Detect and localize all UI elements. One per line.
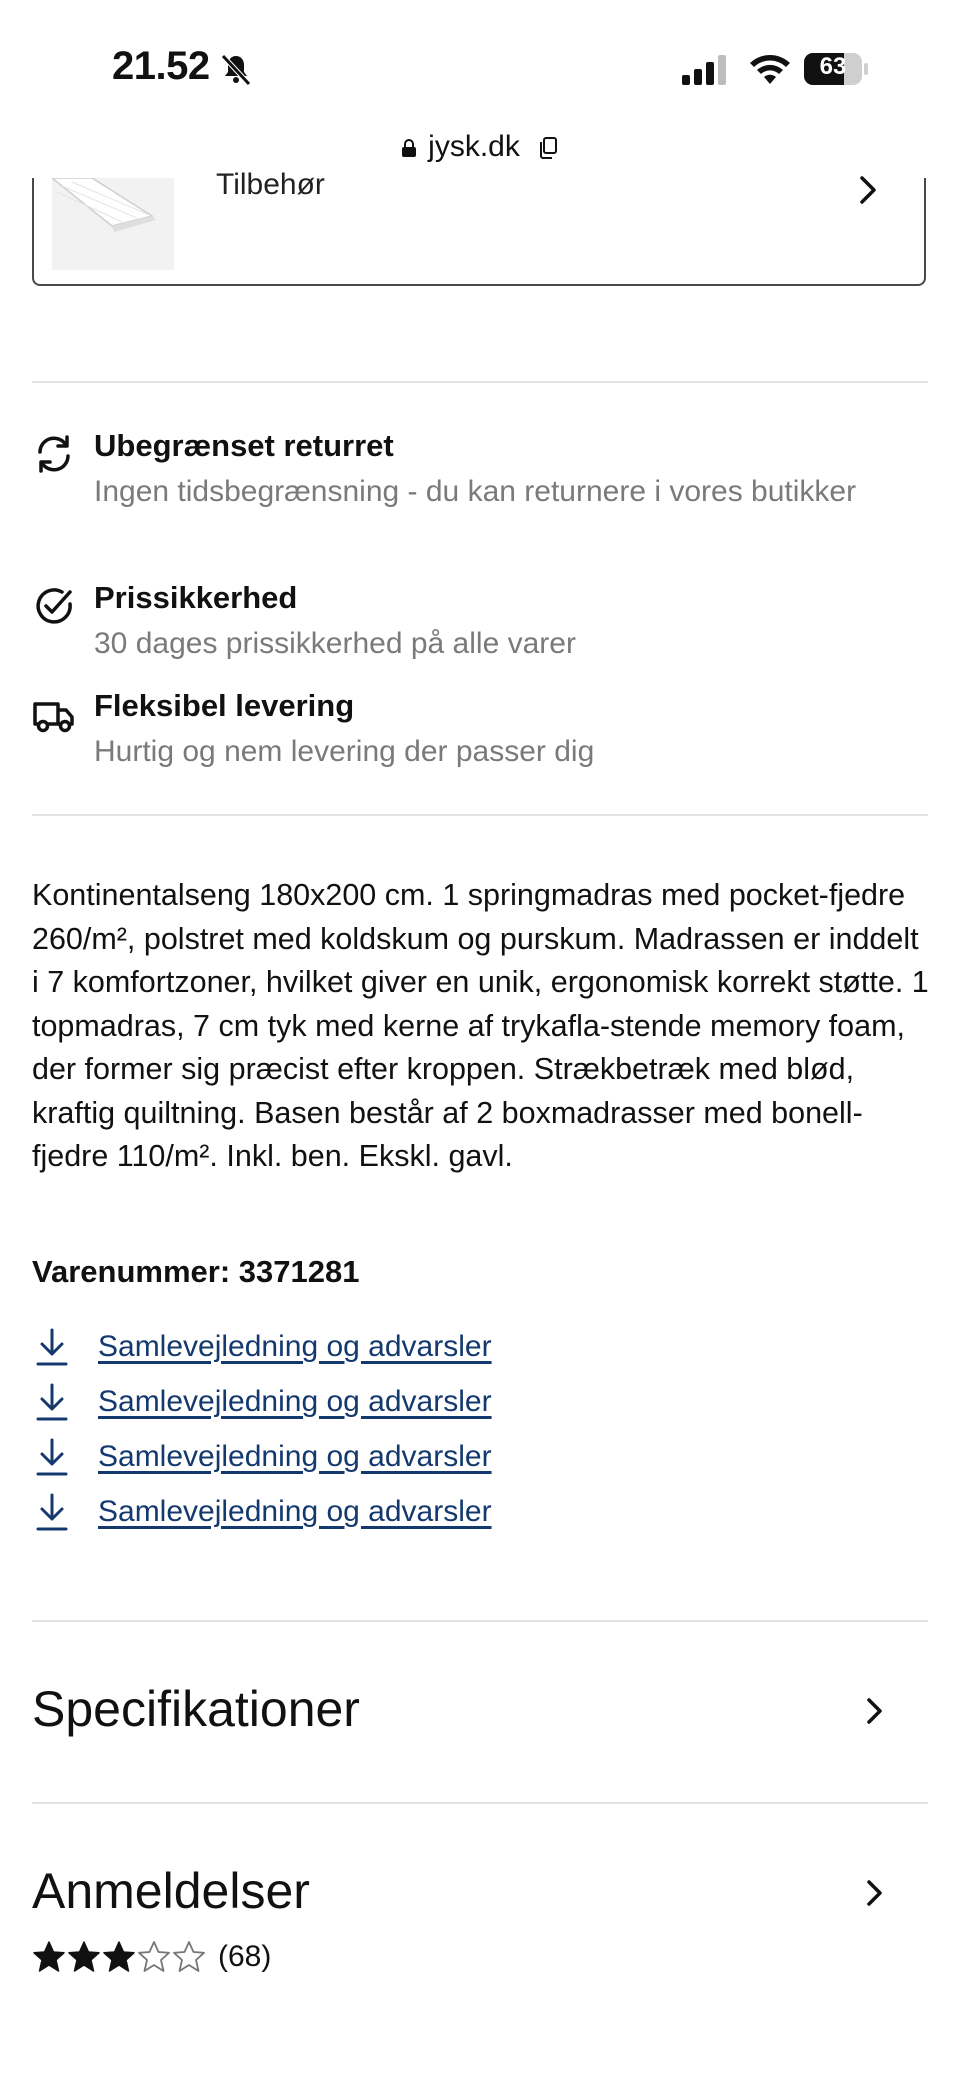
chevron-right-icon[interactable] [864, 1696, 886, 1726]
usp-title: Prissikkerhed [94, 580, 298, 615]
usp-text: 30 dages prissikkerhed på alle varer [94, 627, 576, 660]
star-rating [32, 1940, 207, 1976]
sku [32, 1254, 359, 1290]
download-icon [36, 1438, 68, 1478]
copy-icon[interactable] [538, 137, 558, 159]
chevron-right-icon [856, 174, 880, 206]
battery-level: 63 [819, 53, 847, 80]
sku-label: Varenummer: [32, 1254, 231, 1289]
sku-value: 3371281 [238, 1254, 360, 1289]
download-icon [36, 1383, 68, 1423]
accessory-thumbnail [52, 178, 174, 270]
wifi-icon [748, 52, 792, 86]
bell-muted-icon [218, 52, 254, 88]
download-link[interactable]: Samlevejledning og advarsler [98, 1495, 492, 1528]
product-description: Kontinentalseng 180x200 cm. 1 springmadras med pocket-fjedre 260/m², polstret med koldskum og purskum. Madrassen er inddelt i 7 komfortzoner, hvilket giver en unik, ergonomisk korrekt støtte. 1 topmadras, 7 cm tyk med kerne af trykafla-stende memory foam, der former sig præcist efter kroppen. Strækbetræk med blød, kraftig quiltning. Basen består af 2 boxmadrasser med bonell-fjedre 110/m². Inkl. ben. Ekskl. gavl. [32, 878, 929, 1173]
delivery-truck-icon [32, 694, 76, 738]
star-filled-icon [102, 1940, 136, 1974]
divider [32, 381, 928, 383]
lock-icon [402, 139, 416, 157]
specifications-accordion[interactable]: Specifikationer [32, 1681, 360, 1737]
star-empty-icon [137, 1940, 171, 1974]
reviews-accordion[interactable]: Anmeldelser [32, 1863, 310, 1919]
usp-text: Ingen tidsbegrænsning - du kan returnere i vores butikker [94, 475, 857, 508]
divider [32, 1802, 928, 1804]
usp-text: Hurtig og nem levering der passer dig [94, 735, 595, 768]
star-empty-icon [172, 1940, 206, 1974]
usp-title: Fleksibel levering [94, 688, 355, 723]
star-filled-icon [32, 1940, 66, 1974]
download-link[interactable]: Samlevejledning og advarsler [98, 1385, 492, 1418]
download-link[interactable]: Samlevejledning og advarsler [98, 1330, 492, 1363]
star-filled-icon [67, 1940, 101, 1974]
download-link[interactable]: Samlevejledning og advarsler [98, 1440, 492, 1473]
review-count: (68) [218, 1940, 272, 1973]
mattress-topper-image [52, 178, 174, 270]
accessory-label: Tilbehør [216, 168, 325, 201]
address-bar[interactable] [0, 130, 960, 164]
check-circle-icon [32, 584, 76, 628]
divider [32, 814, 928, 816]
download-icon [36, 1328, 68, 1368]
chevron-right-icon[interactable] [864, 1878, 886, 1908]
battery-indicator [804, 52, 868, 86]
download-icon [36, 1493, 68, 1533]
status-time: 21.52 [112, 44, 210, 88]
cellular-signal-icon [682, 55, 732, 85]
url-domain: jysk.dk [428, 130, 520, 163]
usp-title: Ubegrænset returret [94, 428, 394, 463]
divider [32, 1620, 928, 1622]
refresh-icon [32, 432, 76, 476]
